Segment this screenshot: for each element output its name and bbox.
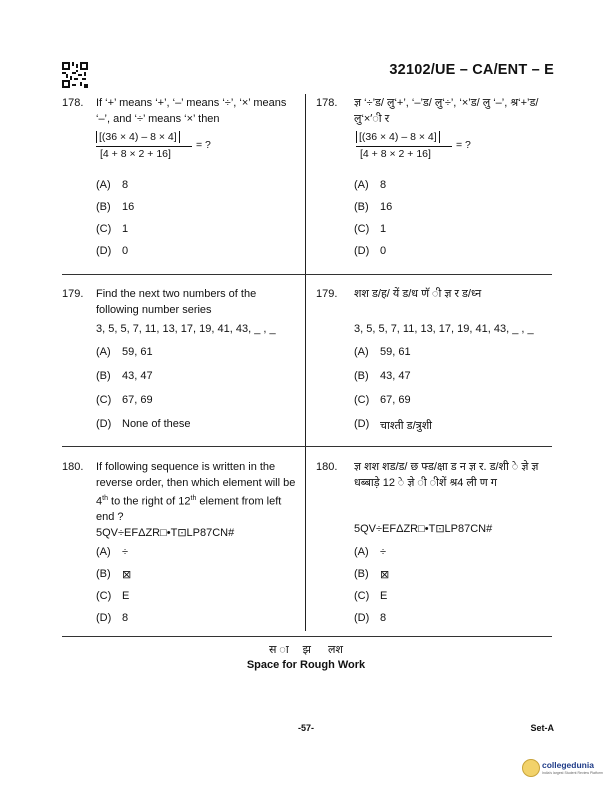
- option-label: (A): [96, 546, 111, 558]
- paper-code: 32102/UE – CA/ENT – E: [389, 62, 554, 78]
- fraction-numerator: [(36 × 4) – 8 × 4]: [96, 131, 180, 143]
- question-text: ज्ञ ‘÷’ड/ लु‘+’, ‘–’ड/ लु‘÷’, ‘×’ड/ लु ‘–’, श्र‘+’ड/ लु‘×’ी र: [354, 97, 539, 125]
- rough-work-heading: Space for Rough Work: [246, 659, 366, 671]
- question-text: [96, 460, 302, 526]
- option-label: (B): [354, 370, 369, 382]
- option-label: (C): [96, 590, 112, 602]
- option-value: चाश्ती ड/त्रुशी: [380, 420, 433, 432]
- question-180-en: [62, 460, 302, 522]
- option-value: None of these: [122, 418, 191, 430]
- question-divider: [62, 446, 552, 447]
- option-value: 16: [380, 201, 393, 213]
- question-179-en: [62, 287, 302, 319]
- option-value: ⊠: [380, 569, 390, 581]
- option-label: (D): [96, 612, 112, 624]
- option-value: 59, 61: [122, 346, 153, 358]
- logo-name: collegedunia: [542, 760, 594, 770]
- ordinal-suffix: th: [190, 495, 197, 502]
- question-text-part: element from left end ?: [96, 495, 282, 524]
- option-label: (C): [354, 590, 370, 602]
- option-value: 43, 47: [380, 370, 411, 382]
- option-value: E: [380, 590, 388, 602]
- option-label: (B): [96, 201, 111, 213]
- question-text-part: to the right of 12: [107, 495, 191, 508]
- symbol-sequence: 5QV÷EFΔZR□•T⊡LP87CN#: [354, 523, 493, 535]
- logo-tagline: India's largest Student Review Platform: [542, 771, 603, 775]
- question-number: 178.: [316, 97, 338, 109]
- option-value: 1: [380, 223, 387, 235]
- option-value: ÷: [122, 546, 129, 558]
- option-label: (D): [96, 245, 112, 257]
- option-label: (A): [354, 546, 369, 558]
- option-label: (A): [96, 346, 111, 358]
- question-number: 179.: [316, 288, 338, 300]
- option-label: (D): [96, 418, 112, 430]
- equals-question: = ?: [196, 139, 211, 151]
- option-value: 1: [122, 223, 129, 235]
- ordinal-suffix: th: [102, 495, 108, 502]
- option-value: 8: [122, 179, 129, 191]
- equals-question: = ?: [456, 139, 471, 151]
- option-label: (D): [354, 612, 370, 624]
- question-text: If ‘+’ means ‘+’, ‘–’ means ‘÷’, ‘×’ means ‘–’, and ‘÷’ means ‘×’ then: [96, 97, 287, 125]
- question-178-hi: [316, 96, 556, 136]
- option-label: (C): [96, 394, 112, 406]
- option-label: (B): [96, 370, 111, 382]
- option-label: (D): [354, 418, 370, 430]
- page-number: -57-: [297, 723, 314, 733]
- option-label: (B): [354, 201, 369, 213]
- question-text: Find the next two numbers of the following number series: [96, 288, 257, 316]
- option-value: ÷: [380, 546, 387, 558]
- fraction-denominator: [4 + 8 × 2 + 16]: [100, 148, 171, 160]
- mascot-icon: [522, 759, 540, 777]
- option-label: (B): [354, 568, 369, 580]
- option-label: (C): [354, 223, 370, 235]
- qr-code: [62, 62, 88, 88]
- option-value: 59, 61: [380, 346, 411, 358]
- option-value: 67, 69: [380, 394, 411, 406]
- number-series: 3, 5, 5, 7, 11, 13, 17, 19, 41, 43, _ , _: [354, 323, 534, 335]
- question-number: 180.: [62, 461, 84, 473]
- set-code: Set-A: [530, 723, 554, 733]
- fraction-denominator: [4 + 8 × 2 + 16]: [360, 148, 431, 160]
- fraction-bar: [356, 146, 452, 147]
- symbol-sequence: 5QV÷EFΔZR□•T⊡LP87CN#: [96, 527, 235, 539]
- section-divider: [62, 636, 552, 637]
- option-value: 0: [380, 245, 387, 257]
- question-text: ज्ञ शश शड/ड/ छ फ्ड/क्षा ड न ज्ञ र. ड/शी े ज्ञे ज्ञ धब्बाड़े 12 े ज्ञे ी ीशें श्र4 ली ण ग: [354, 461, 539, 489]
- option-label: (A): [354, 346, 369, 358]
- option-label: (C): [354, 394, 370, 406]
- option-value: ⊠: [122, 569, 132, 581]
- fraction-bar: [96, 146, 192, 147]
- number-series: 3, 5, 5, 7, 11, 13, 17, 19, 41, 43, _ , _: [96, 323, 276, 335]
- question-180-hi: [316, 460, 556, 508]
- question-number: 180.: [316, 461, 338, 473]
- option-label: (B): [96, 568, 111, 580]
- option-value: 8: [380, 179, 387, 191]
- option-value: 0: [122, 245, 129, 257]
- question-178-en: [62, 96, 302, 136]
- option-label: (A): [354, 179, 369, 191]
- collegedunia-logo: [522, 757, 603, 781]
- question-divider: [62, 274, 552, 275]
- rough-work-heading-hi: स ाझ लश: [269, 644, 343, 656]
- option-value: E: [122, 590, 130, 602]
- question-number: 179.: [62, 288, 84, 300]
- fraction-numerator: [(36 × 4) – 8 × 4]: [356, 131, 440, 143]
- option-value: 67, 69: [122, 394, 153, 406]
- option-label: (D): [354, 245, 370, 257]
- option-label: (A): [96, 179, 111, 191]
- question-text-part: If following sequence is written in the reverse order, then which element will be 4: [96, 461, 296, 508]
- question-179-hi: [316, 287, 556, 319]
- option-value: 8: [380, 612, 387, 624]
- question-text: शश ड/ह/ यें ड/ध णॅ ी ज्ञ र ड/ध्न: [354, 288, 482, 300]
- option-value: 16: [122, 201, 135, 213]
- option-value: 43, 47: [122, 370, 153, 382]
- question-number: 178.: [62, 97, 84, 109]
- option-label: (C): [96, 223, 112, 235]
- column-divider: [305, 94, 306, 631]
- option-value: 8: [122, 612, 129, 624]
